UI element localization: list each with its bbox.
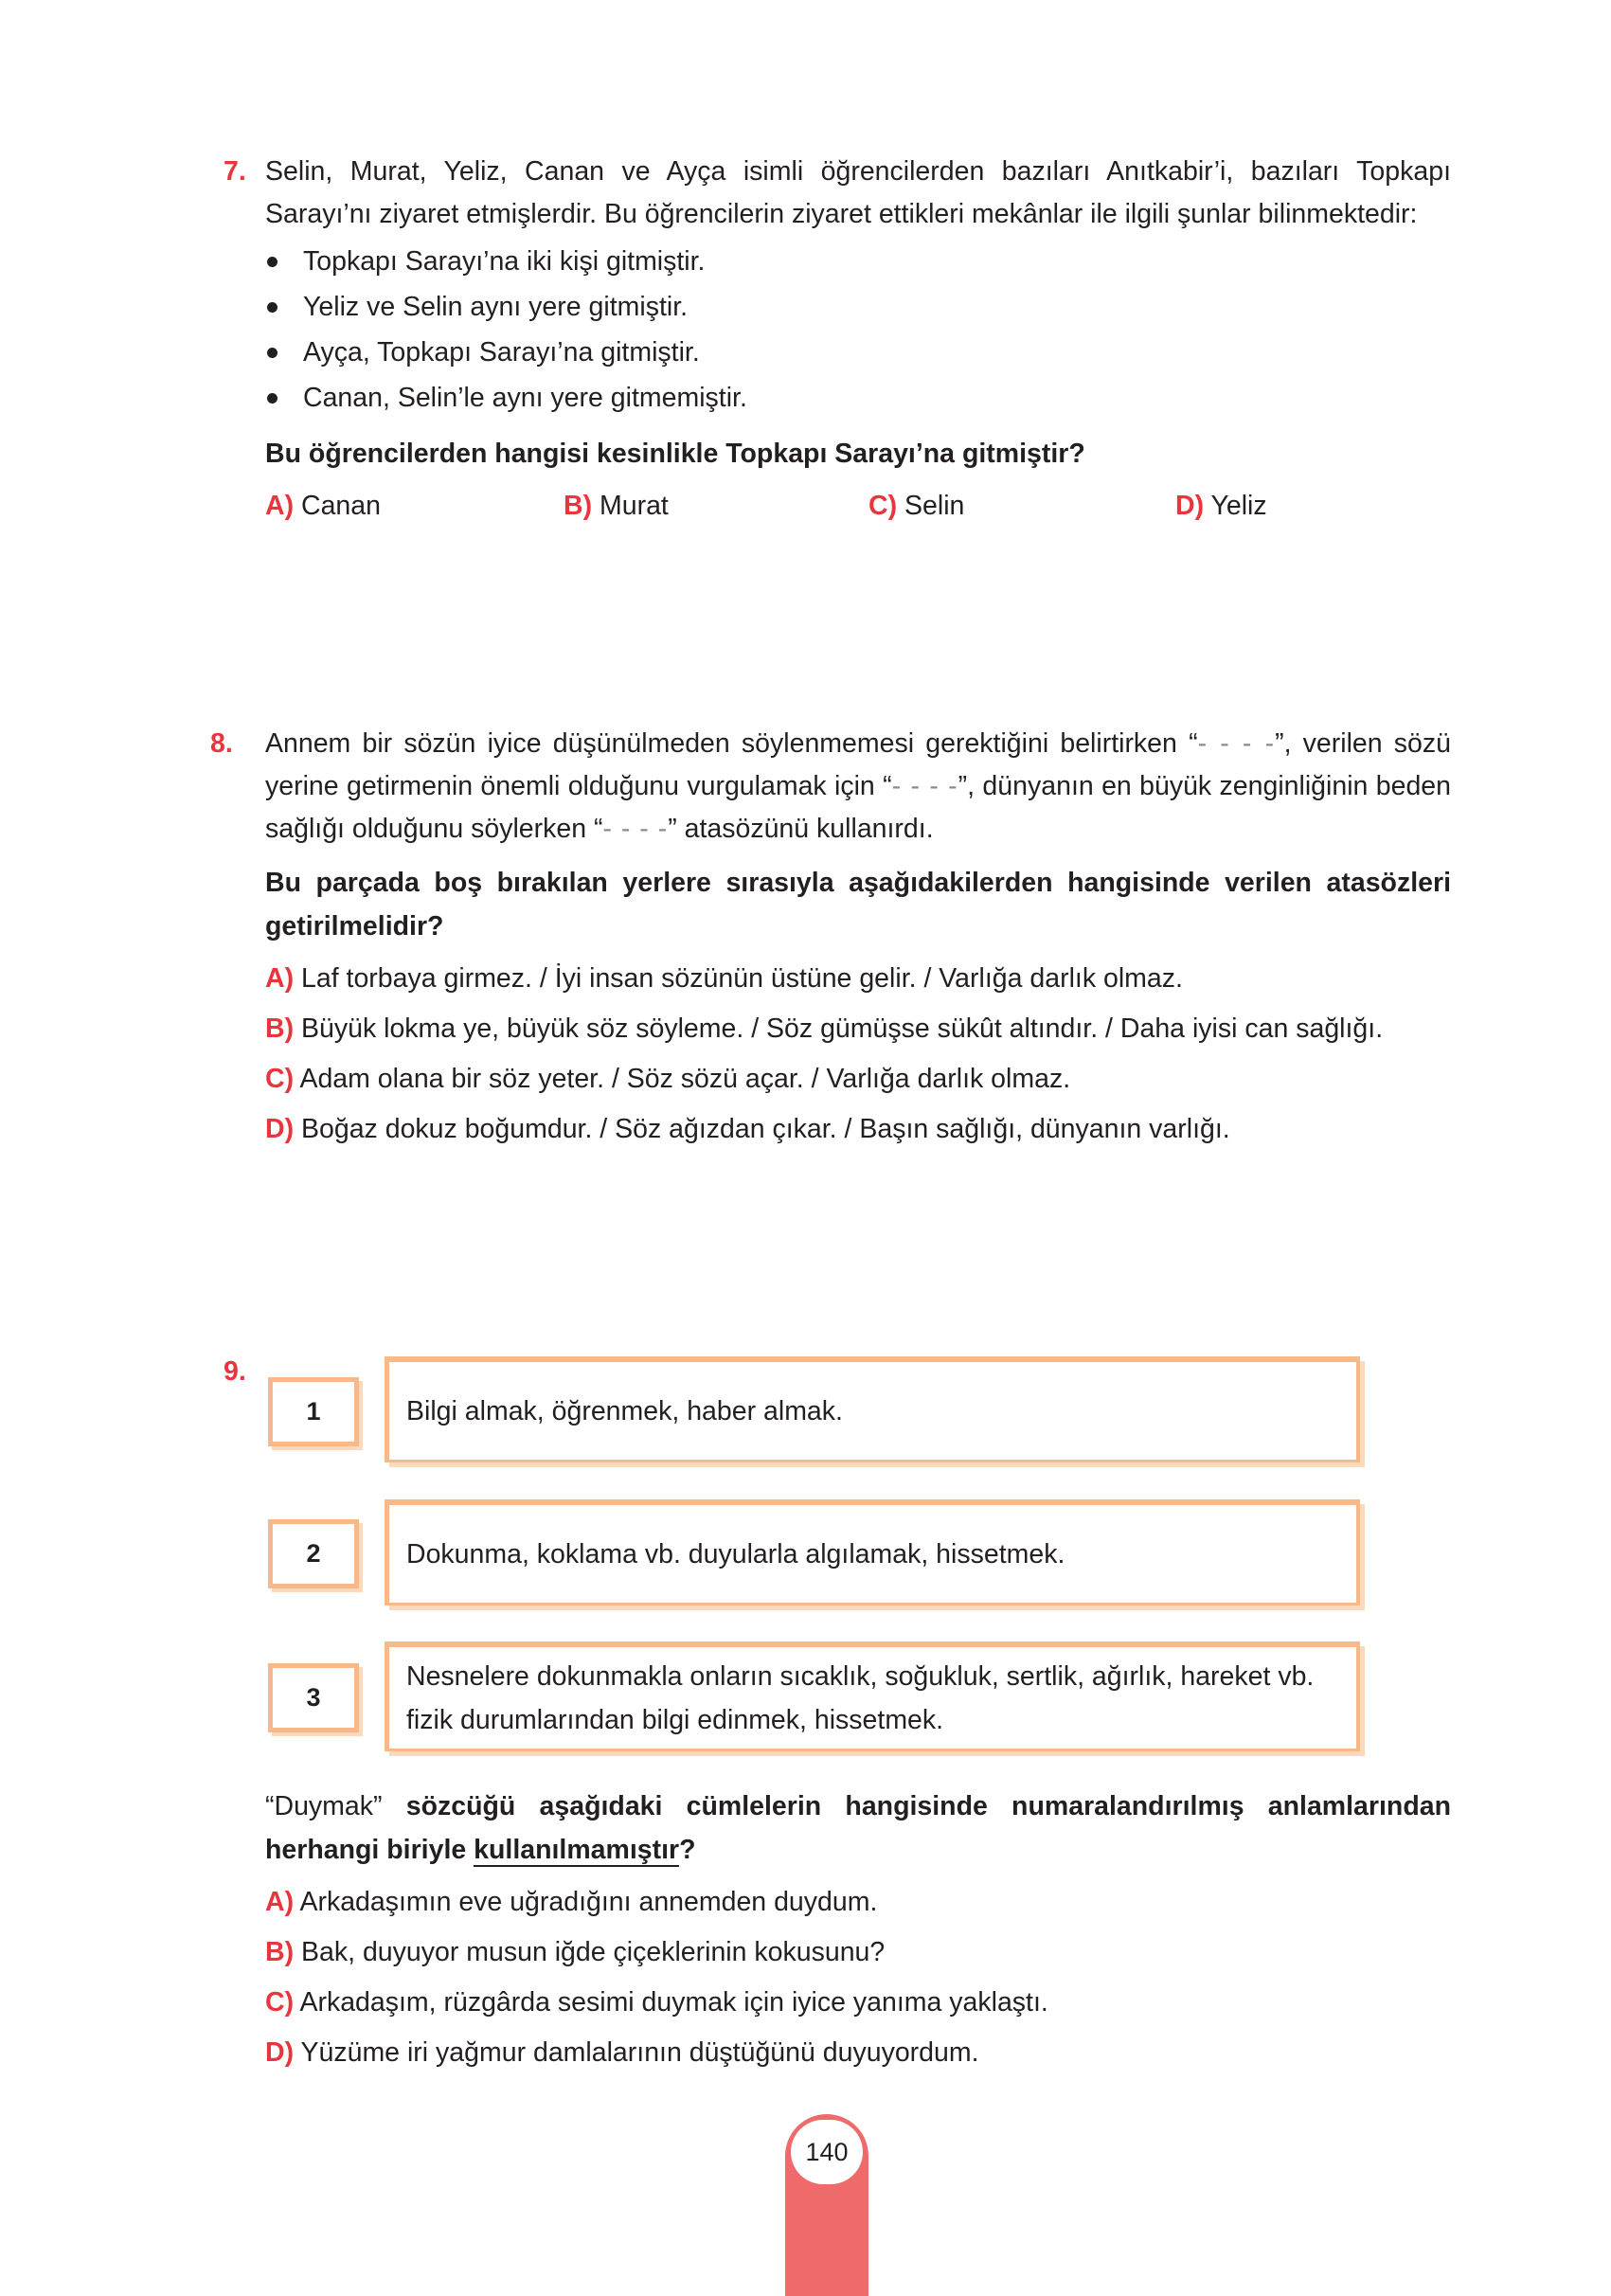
option-d[interactable]: D) Yüzüme iri yağmur damlalarının düştüğünü duyuyordum. (265, 2037, 979, 2068)
definition-number-box: 3 (268, 1663, 359, 1732)
option-a[interactable]: A) Arkadaşımın eve uğradığını annemden duydum. (265, 1887, 878, 1917)
question-stem: Bu öğrencilerden hangisi kesinlikle Topkapı Sarayı’na gitmiştir? (265, 439, 1085, 469)
definition-text: Nesnelere dokunmakla onların sıcaklık, soğukluk, sertlik, ağırlık, hareket vb. fizik durumlarından bilgi edinmek, hissetmek. (406, 1660, 1315, 1735)
blank-2: - - - - (891, 771, 958, 801)
page-number: 140 (791, 2120, 863, 2184)
question-number: 9. (224, 1356, 246, 1387)
list-item: Canan, Selin’le aynı yere gitmemiştir. (265, 377, 1451, 422)
definition-number-box: 1 (268, 1377, 359, 1446)
option-a[interactable]: A) Laf torbaya girmez. / İyi insan sözünün üstüne gelir. / Varlığa darlık olmaz. (265, 963, 1183, 994)
question-body (265, 1785, 1451, 2082)
definition-text: Dokunma, koklama vb. duyularla algılamak, hissetmek. (406, 1538, 1065, 1570)
question-body (265, 151, 1451, 532)
underlined-word: kullanılmamıştır (474, 1835, 680, 1865)
option-b[interactable]: B) Bak, duyuyor musun iğde çiçeklerinin kokusunu? (265, 1937, 886, 1967)
question-intro: Selin, Murat, Yeliz, Canan ve Ayça isimli öğrencilerden bazıları Anıtkabir’i, bazıları Topkapı Sarayı’nı ziyaret etmişlerdir. Bu öğrencilerin ziyaret ettikleri mekânlar ile ilgili şunlar bilinmektedir: (265, 156, 1451, 229)
option-c[interactable]: C) Arkadaşım, rüzgârda sesimi duymak için iyice yanıma yaklaştı. (265, 1987, 1048, 2018)
option-b[interactable]: B) Murat (564, 491, 669, 521)
question-number: 7. (224, 156, 246, 187)
definition-text-box (385, 1499, 1360, 1605)
option-a[interactable]: A) Canan (265, 491, 381, 521)
definition-text-box (385, 1356, 1360, 1462)
list-item: Topkapı Sarayı’na iki kişi gitmiştir. (265, 241, 1451, 286)
list-item: Yeliz ve Selin aynı yere gitmiştir. (265, 286, 1451, 332)
question-passage: Annem bir sözün iyice düşünülmeden söylenmemesi gerektiğini belirtirken “- - - -”, verilen sözü yerine getirmenin önemli olduğunu vurgulamak için “- - - -”, dünyanın en büyük zenginliğinin beden sağlığı olduğunu söylerken “- - - -” atasözünü kullanırdı. (265, 728, 1452, 844)
definition-text-box (385, 1641, 1360, 1751)
option-c[interactable]: C) Selin (868, 491, 965, 521)
definition-number-box: 2 (268, 1519, 359, 1588)
answer-options (265, 958, 1451, 1158)
list-item: Ayça, Topkapı Sarayı’na gitmiştir. (265, 332, 1451, 377)
question-body (265, 723, 1451, 1158)
answer-options (265, 485, 1451, 532)
question-stem: Bu parçada boş bırakılan yerlere sırasıyla aşağıdakilerden hangisinde verilen atasözleri getirilmelidir? (265, 868, 1451, 942)
condition-list (265, 241, 1451, 422)
blank-3: - - - - (602, 814, 669, 844)
option-d[interactable]: D) Yeliz (1175, 491, 1267, 521)
blank-1: - - - - (1197, 728, 1276, 759)
option-d[interactable]: D) Boğaz dokuz boğumdur. / Söz ağızdan çıkar. / Başın sağlığı, dünyanın varlığı. (265, 1114, 1230, 1144)
option-c[interactable]: C) Adam olana bir söz yeter. / Söz sözü açar. / Varlığa darlık olmaz. (265, 1064, 1071, 1094)
question-number: 8. (210, 728, 233, 759)
definition-text: Bilgi almak, öğrenmek, haber almak. (406, 1395, 843, 1426)
option-b[interactable]: B) Büyük lokma ye, büyük söz söyleme. / Söz gümüşse sükût altındır. / Daha iyisi can sağlığı. (265, 1013, 1384, 1044)
answer-options (265, 1881, 1451, 2082)
question-stem: “Duymak” sözcüğü aşağıdaki cümlelerin hangisinde numaralandırılmış anlamlarından herhangi biriyle kullanılmamıştır? (265, 1791, 1451, 1865)
